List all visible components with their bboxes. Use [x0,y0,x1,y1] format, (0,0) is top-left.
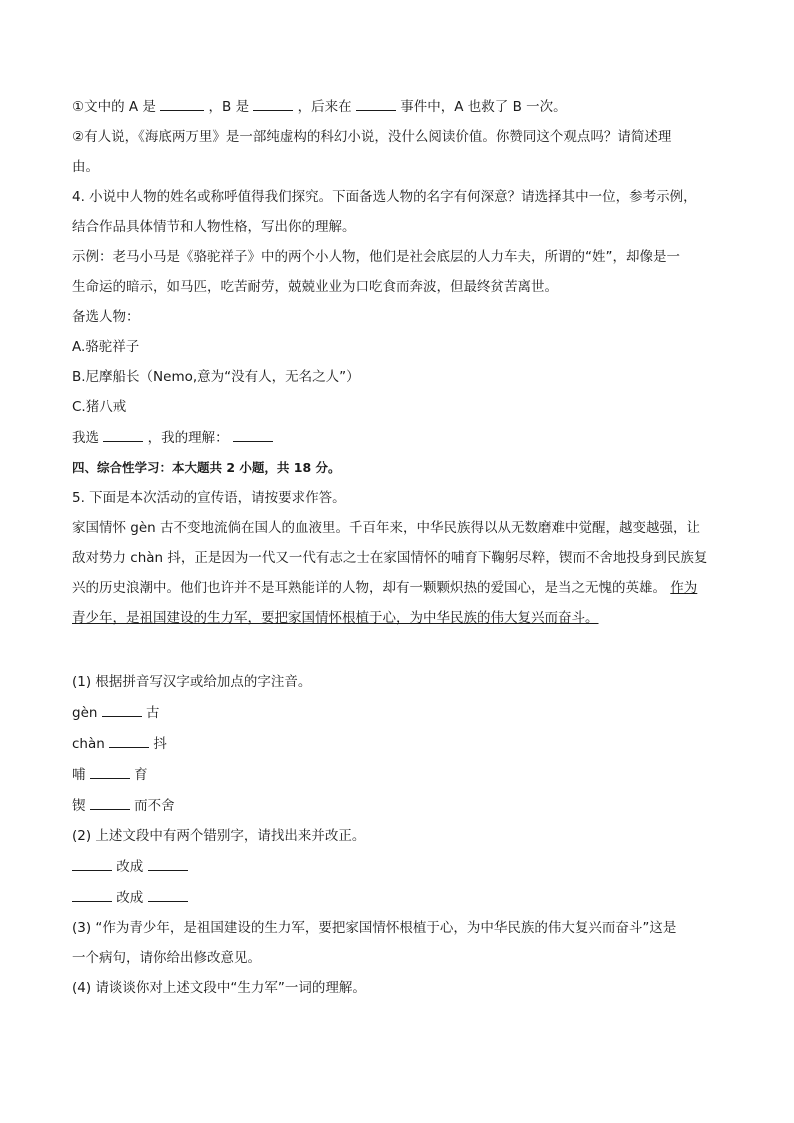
answer-blank-correct-char-1[interactable] [148,856,188,871]
q5-sub3-line1: (3) “作为青少年，是祖国建设的生力军，要把家国情怀根植于心，为中华民族的伟大复兴而奋斗”这是 [72,920,677,936]
q5-sub1-item [72,733,724,754]
q4-stem-line2: 结合作品具体情节和人物性格，写出你的理解。 [72,219,356,235]
q5-passage-line2: 敌对势力 chàn 抖，正是因为一代又一代有志之士在家国情怀的哺育下鞠躬尽粹，锲而不舍地投身到民族复 [72,550,708,566]
answer-blank-wrong-char-2[interactable] [72,887,112,902]
answer-blank-b[interactable] [253,96,293,111]
q5-sub4: (4) 请谈谈你对上述文段中“生力军”一词的理解。 [72,980,366,996]
q3-item1-text-a: ①文中的 A 是 [72,99,156,115]
q3-item2-line2: 由。 [72,159,99,175]
q5-sub2-title: (2) 上述文段中有两个错别字，请找出来并改正。 [72,828,366,844]
q3-item2-line1: ②有人说，《海底两万里》是一部纯虚构的科幻小说，没什么阅读价值。你赞同这个观点吗？请简述理 [72,129,672,145]
q5-passage-line3 [72,578,724,598]
char-bu: 哺 [72,767,86,783]
answer-blank-gen[interactable] [102,702,142,717]
answer-blank-chan[interactable] [109,733,149,748]
answer-blank-qie[interactable] [90,795,130,810]
answer-blank-bu[interactable] [90,764,130,779]
q4-stem-line1: 4. 小说中人物的姓名或称呼值得我们探究。下面备选人物的名字有何深意？请选择其中一位，参考示例， [72,189,697,205]
q4-answer-line [72,427,724,448]
q3-item1-text-b: ，B 是 [208,99,250,115]
answer-blank-choice[interactable] [103,427,143,442]
q3-item1-text-d: 事件中，A 也救了 B 一次。 [400,99,567,115]
q4-option-a: A.骆驼祥子 [72,339,140,355]
q3-item1-text-c: ，后来在 [297,99,352,115]
q5-stem: 5. 下面是本次活动的宣传语，请按要求作答。 [72,490,346,506]
char-qie: 锲 [72,798,86,814]
answer-blank-event[interactable] [356,96,396,111]
q5-sub1-title: (1) 根据拼音写汉字或给加点的字注音。 [72,674,312,690]
correction-connector: 改成 [116,890,144,906]
q4-answer-text-b: ，我的理解： [147,430,229,446]
q5-passage-underlined-start: 作为 [670,580,698,596]
q5-sub1-item [72,764,724,785]
exam-page [72,96,724,1008]
q5-sub2-correction-row [72,887,724,908]
q4-answer-text-a: 我选 [72,430,99,446]
answer-blank-understanding[interactable] [233,427,273,442]
q5-sub1-item [72,795,724,816]
spacer [72,638,724,672]
answer-blank-correct-char-2[interactable] [148,887,188,902]
answer-blank-wrong-char-1[interactable] [72,856,112,871]
q4-example-line2: 生命运的暗示，如马匹，吃苦耐劳，兢兢业业为口吃食而奔波，但最终贫苦离世。 [72,279,558,295]
q5-passage-line4-underlined: 青少年，是祖国建设的生力军，要把家国情怀根植于心，为中华民族的伟大复兴而奋斗。 [72,610,599,626]
q5-passage-line3-plain: 兴的历史浪潮中。他们也许并不是耳熟能详的人物，却有一颗颗炽热的爱国心，是当之无愧的英雄。 [72,580,666,596]
q4-option-b: B.尼摩船长（Nemo,意为“没有人，无名之人”） [72,369,360,385]
pinyin-chan: chàn [72,736,105,752]
q4-candidates-label: 备选人物： [72,309,140,325]
q3-item1 [72,96,724,117]
q5-passage-line1: 家国情怀 gèn 古不变地流倘在国人的血液里。千百年来，中华民族得以从无数磨难中觉醒，越变越强，让 [72,520,701,536]
q4-option-c: C.猪八戒 [72,399,127,415]
q5-sub1-item [72,702,724,723]
char-after-chan: 抖 [153,736,167,752]
q5-sub2-correction-row [72,856,724,877]
char-after-bu: 育 [134,767,148,783]
q4-example-line1: 示例：老马小马是《骆驼祥子》中的两个小人物，他们是社会底层的人力车夫，所谓的“姓”，却像是一 [72,249,680,265]
char-after-qie: 而不舍 [134,798,175,814]
section-4-title: 四、综合性学习：本大题共 2 小题，共 18 分。 [72,460,341,475]
char-after-gen: 古 [146,705,160,721]
answer-blank-a[interactable] [160,96,204,111]
correction-connector: 改成 [116,859,144,875]
pinyin-gen: gèn [72,705,98,721]
q5-sub3-line2: 一个病句，请你给出修改意见。 [72,950,261,966]
